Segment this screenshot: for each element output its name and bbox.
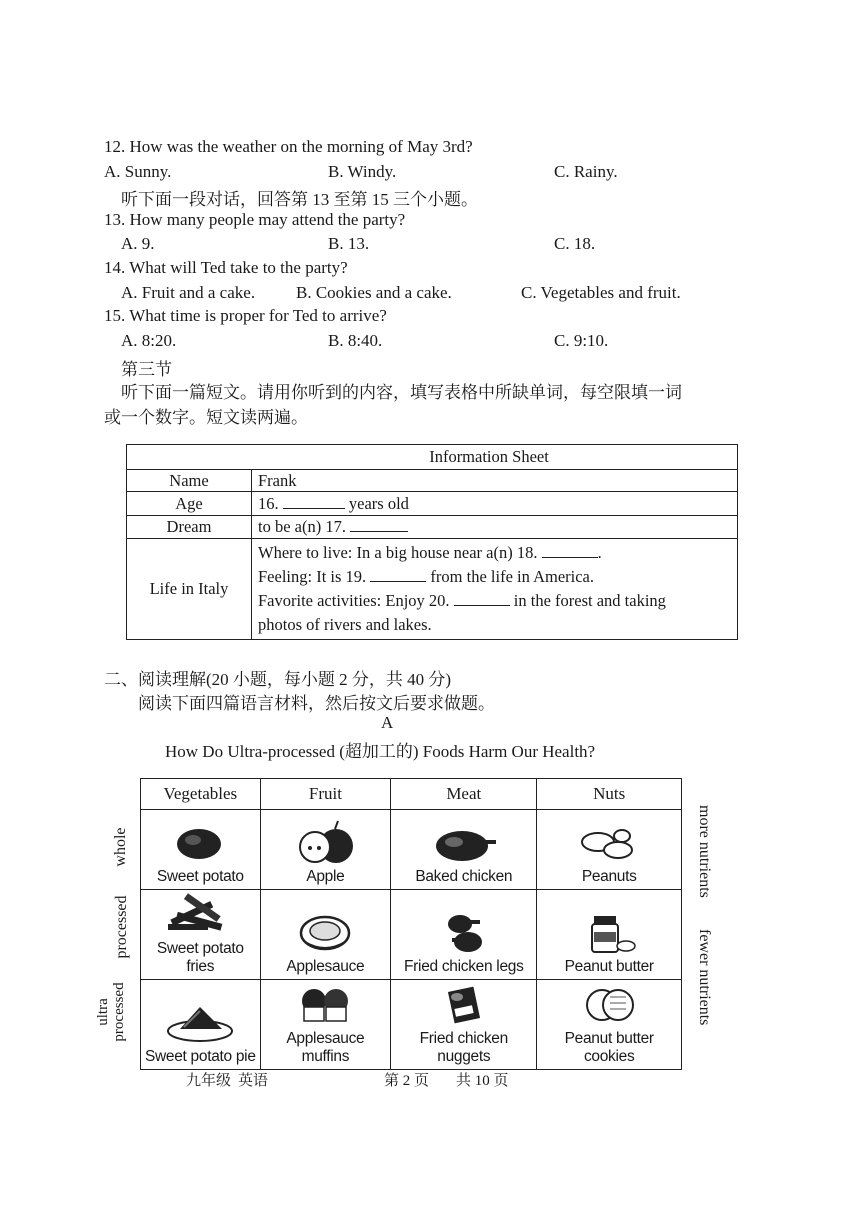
where-prefix: Where to live: In a big house near a(n) 18. <box>258 543 538 562</box>
fried-chicken-nuggets-icon <box>429 980 499 1030</box>
sweet-potato-icon <box>165 818 235 868</box>
section3-heading: 第三节 <box>121 360 172 379</box>
q15-option-b: B. 8:40. <box>328 331 383 350</box>
info-label-life: Life in Italy <box>127 539 252 640</box>
dream-prefix: to be a(n) 17. <box>258 517 346 536</box>
q13-option-c: C. 18. <box>554 234 596 253</box>
q14-option-c: C. Vegetables and fruit. <box>521 283 681 302</box>
side-label-more-nutrients: more nutrients <box>696 805 713 898</box>
info-row-dream <box>127 516 738 539</box>
info-row-name <box>127 470 738 492</box>
q12-option-b: B. Windy. <box>328 162 397 181</box>
food-label: Baked chicken <box>415 868 513 885</box>
q14-option-a: A. Fruit and a cake. <box>121 283 256 302</box>
info-label-age: Age <box>127 492 252 516</box>
peanuts-icon <box>574 818 644 868</box>
food-cell-sweet-potato-pie <box>141 980 261 1070</box>
food-cell-peanut-butter-cookies <box>537 980 682 1070</box>
footer-page: 第 2 页 <box>384 1073 430 1089</box>
q12-option-a: A. Sunny. <box>104 162 172 181</box>
col-header-meat: Meat <box>391 779 537 810</box>
food-label: Fried chicken legs <box>404 958 524 975</box>
food-cell-applesauce <box>260 890 391 980</box>
blank-19[interactable] <box>370 567 426 582</box>
info-sheet-title: Information Sheet <box>127 445 738 470</box>
info-label-dream: Dream <box>127 516 252 539</box>
side-label-fewer-nutrients: fewer nutrients <box>696 929 713 1026</box>
food-label: Peanut butter <box>564 958 654 975</box>
blank-20[interactable] <box>454 591 510 606</box>
applesauce-muffins-icon <box>290 980 360 1030</box>
food-cell-fried-chicken-nuggets <box>391 980 537 1070</box>
row-label-processed: processed <box>113 895 130 959</box>
food-label: Applesauce muffins <box>286 1030 365 1065</box>
food-label: Peanut butter cookies <box>564 1030 654 1065</box>
food-label: Sweet potato <box>156 868 244 885</box>
q12-option-c: C. Rainy. <box>554 162 618 181</box>
passage-title: How Do Ultra-processed (超加工的) Foods Harm Our Health? <box>165 742 596 761</box>
info-value-age <box>252 492 738 516</box>
q15-option-c: C. 9:10. <box>554 331 609 350</box>
food-label: Apple <box>306 868 345 885</box>
food-cell-sweet-potato <box>141 810 261 890</box>
q13-option-b: B. 13. <box>328 234 370 253</box>
food-cell-sweet-potato-fries <box>141 890 261 980</box>
reading-heading: 二、阅读理解(20 小题，每小题 2 分，共 40 分) <box>104 670 452 689</box>
feeling-prefix: Feeling: It is 19. <box>258 567 367 586</box>
food-cell-apple <box>260 810 391 890</box>
food-cell-baked-chicken <box>391 810 537 890</box>
section3-instruction-line2: 或一个数字。短文读两遍。 <box>104 408 308 427</box>
food-label: Sweet potato pie <box>144 1048 256 1065</box>
life-activities <box>258 589 731 613</box>
row-label-ultra-processed: ultra processed <box>95 982 127 1042</box>
col-header-vegetables: Vegetables <box>141 779 261 810</box>
blank-16[interactable] <box>283 494 345 509</box>
footer-total: 共 10 页 <box>456 1073 509 1089</box>
info-value-name: Frank <box>252 470 738 492</box>
activities-suffix: in the forest and taking <box>513 591 666 610</box>
life-activities-line2: photos of rivers and lakes. <box>258 615 432 634</box>
food-label: Fried chicken nuggets <box>419 1030 508 1065</box>
col-header-fruit: Fruit <box>260 779 391 810</box>
blank-18[interactable] <box>542 543 598 558</box>
footer-grade: 九年级 <box>186 1073 232 1089</box>
info-label-name: Name <box>127 470 252 492</box>
where-suffix: . <box>597 543 602 562</box>
food-label: Peanuts <box>581 868 637 885</box>
instruction-13-15: 听下面一段对话，回答第 13 至第 15 三个小题。 <box>121 190 478 209</box>
footer-subject: 英语 <box>238 1073 269 1089</box>
food-cell-fried-chicken-legs <box>391 890 537 980</box>
peanut-butter-cookies-icon <box>574 980 644 1030</box>
information-sheet-table <box>126 444 738 640</box>
age-suffix: years old <box>348 493 409 513</box>
info-row-age <box>127 492 738 516</box>
age-prefix: 16. <box>258 493 279 513</box>
sweet-potato-fries-icon <box>160 890 240 940</box>
q15-option-a: A. 8:20. <box>121 331 177 350</box>
feeling-suffix: from the life in America. <box>430 567 594 586</box>
food-cell-peanut-butter <box>537 890 682 980</box>
food-label: Applesauce <box>286 958 365 975</box>
food-chart-table <box>140 778 682 1070</box>
food-cell-peanuts <box>537 810 682 890</box>
reading-instruction: 阅读下面四篇语言材料，然后按文后要求做题。 <box>138 694 495 713</box>
life-feeling <box>258 565 731 589</box>
sweet-potato-pie-icon <box>160 998 240 1048</box>
food-label: Sweet potato fries <box>156 940 244 975</box>
apple-icon <box>290 818 360 868</box>
peanut-butter-icon <box>574 908 644 958</box>
section3-instruction-line1: 听下面一篇短文。请用你听到的内容，填写表格中所缺单词，每空限填一词 <box>121 383 682 402</box>
row-label-whole: whole <box>112 827 129 867</box>
life-where <box>258 541 731 565</box>
q13-option-a: A. 9. <box>121 234 155 253</box>
baked-chicken-icon <box>424 818 504 868</box>
col-header-nuts: Nuts <box>537 779 682 810</box>
q12-stem: 12. How was the weather on the morning of May 3rd? <box>104 137 473 156</box>
passage-letter: A <box>381 713 394 732</box>
q14-stem: 14. What will Ted take to the party? <box>104 258 348 277</box>
activities-prefix: Favorite activities: Enjoy 20. <box>258 591 450 610</box>
info-value-life <box>252 539 738 640</box>
info-value-dream <box>252 516 738 539</box>
blank-17[interactable] <box>350 517 408 532</box>
q14-option-b: B. Cookies and a cake. <box>296 283 452 302</box>
q13-stem: 13. How many people may attend the party? <box>104 210 406 229</box>
applesauce-icon <box>290 908 360 958</box>
info-row-life <box>127 539 738 640</box>
fried-chicken-legs-icon <box>424 908 504 958</box>
q15-stem: 15. What time is proper for Ted to arrive? <box>104 306 387 325</box>
food-cell-applesauce-muffins <box>260 980 391 1070</box>
